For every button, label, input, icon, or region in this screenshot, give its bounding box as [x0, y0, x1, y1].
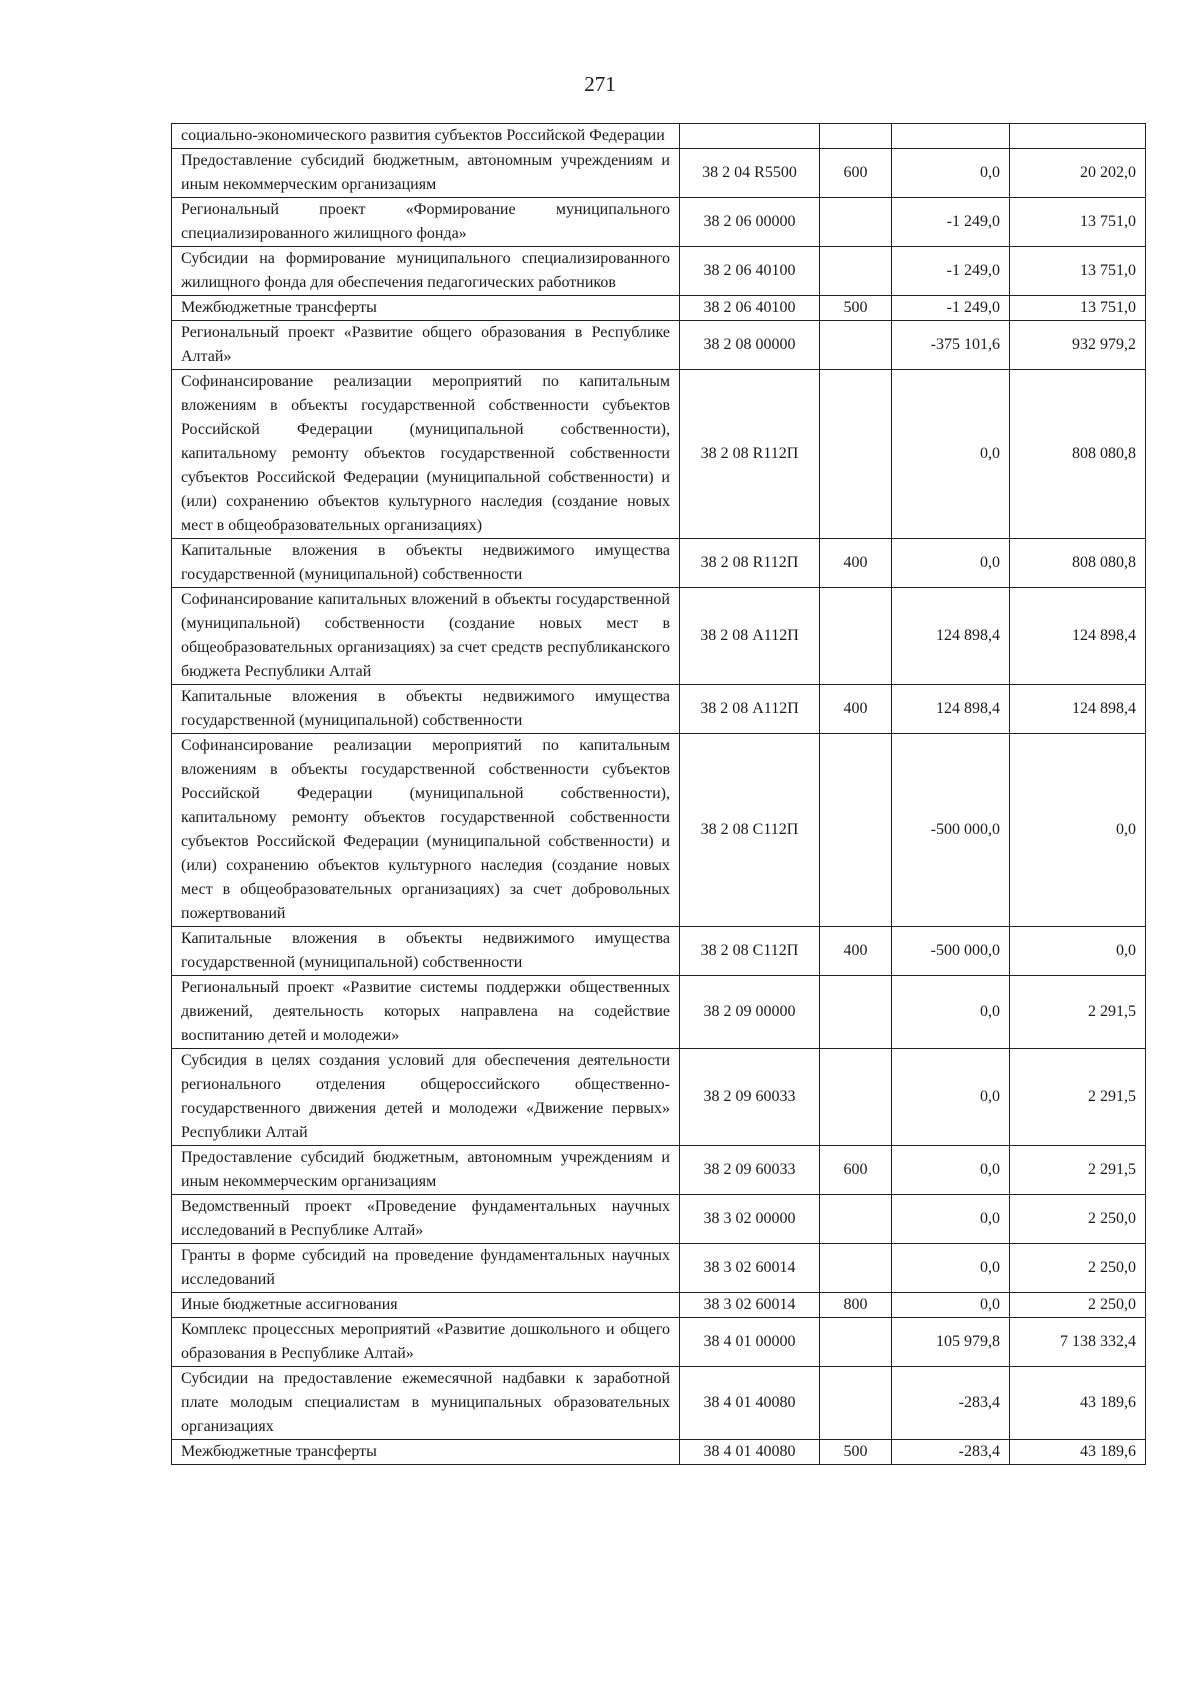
row-description: Комплекс процессных мероприятий «Развитие дошкольного и общего образования в Республике Алтай» [172, 1318, 680, 1367]
row-description: Межбюджетные трансферты [172, 1440, 680, 1465]
row-change-amount: 0,0 [892, 370, 1010, 539]
row-total-amount: 124 898,4 [1010, 685, 1146, 734]
row-total-amount: 808 080,8 [1010, 370, 1146, 539]
row-change-amount: 0,0 [892, 1146, 1010, 1195]
table-row [172, 1146, 1146, 1195]
table-row [172, 927, 1146, 976]
row-expense-type: 400 [820, 685, 892, 734]
row-change-amount: -375 101,6 [892, 321, 1010, 370]
row-expense-type: 400 [820, 927, 892, 976]
row-change-amount: -1 249,0 [892, 247, 1010, 296]
row-target-code: 38 2 06 40100 [680, 247, 820, 296]
row-description: Субсидии на предоставление ежемесячной надбавки к заработной плате молодым специалистам в муниципальных образовательных организациях [172, 1367, 680, 1440]
table-row [172, 1367, 1146, 1440]
row-target-code: 38 3 02 00000 [680, 1195, 820, 1244]
row-target-code: 38 2 08 А112П [680, 588, 820, 685]
row-description: Межбюджетные трансферты [172, 296, 680, 321]
row-total-amount: 43 189,6 [1010, 1367, 1146, 1440]
row-description: Субсидия в целях создания условий для обеспечения деятельности регионального отделения общероссийского общественно-государственного движения детей и молодежи «Движение первых» Республики Алтай [172, 1049, 680, 1146]
row-total-amount: 2 291,5 [1010, 976, 1146, 1049]
row-total-amount: 43 189,6 [1010, 1440, 1146, 1465]
row-description: Региональный проект «Формирование муниципального специализированного жилищного фонда» [172, 198, 680, 247]
row-total-amount: 2 250,0 [1010, 1244, 1146, 1293]
row-description: Софинансирование реализации мероприятий по капитальным вложениям в объекты государственной собственности субъектов Российской Федерации (муниципальной собственности), капитальному ремонту объектов государственной собственности субъектов Российской Федерации (муниципальной собственности) и (или) сохранению объектов культурного наследия (создание новых мест в общеобразовательных организациях) [172, 370, 680, 539]
row-change-amount: 0,0 [892, 149, 1010, 198]
row-expense-type [820, 734, 892, 927]
row-target-code: 38 2 08 R112П [680, 539, 820, 588]
row-change-amount: 0,0 [892, 976, 1010, 1049]
row-total-amount [1010, 124, 1146, 149]
row-expense-type [820, 198, 892, 247]
row-target-code: 38 2 08 А112П [680, 685, 820, 734]
row-total-amount: 2 291,5 [1010, 1049, 1146, 1146]
row-change-amount: 0,0 [892, 1195, 1010, 1244]
row-expense-type: 500 [820, 296, 892, 321]
row-target-code: 38 2 06 40100 [680, 296, 820, 321]
row-change-amount: 105 979,8 [892, 1318, 1010, 1367]
row-expense-type: 400 [820, 539, 892, 588]
table-row [172, 1318, 1146, 1367]
row-target-code: 38 2 04 R5500 [680, 149, 820, 198]
row-description: Субсидии на формирование муниципального специализированного жилищного фонда для обеспечения педагогических работников [172, 247, 680, 296]
row-change-amount: -283,4 [892, 1367, 1010, 1440]
row-total-amount: 932 979,2 [1010, 321, 1146, 370]
row-expense-type [820, 1195, 892, 1244]
row-expense-type: 600 [820, 1146, 892, 1195]
row-target-code: 38 4 01 40080 [680, 1367, 820, 1440]
row-description: Софинансирование капитальных вложений в объекты государственной (муниципальной) собственности (создание новых мест в общеобразовательных организациях) за счет средств республиканского бюджета Республики Алтай [172, 588, 680, 685]
table-row [172, 296, 1146, 321]
table-row [172, 124, 1146, 149]
row-total-amount: 13 751,0 [1010, 247, 1146, 296]
row-change-amount [892, 124, 1010, 149]
row-description: Гранты в форме субсидий на проведение фундаментальных научных исследований [172, 1244, 680, 1293]
row-target-code: 38 2 08 С112П [680, 927, 820, 976]
row-total-amount: 20 202,0 [1010, 149, 1146, 198]
row-target-code: 38 2 09 60033 [680, 1049, 820, 1146]
row-target-code: 38 4 01 00000 [680, 1318, 820, 1367]
table-row [172, 1195, 1146, 1244]
table-row [172, 1244, 1146, 1293]
table-row [172, 247, 1146, 296]
row-description: социально-экономического развития субъектов Российской Федерации [172, 124, 680, 149]
row-target-code: 38 2 09 00000 [680, 976, 820, 1049]
row-change-amount: -500 000,0 [892, 734, 1010, 927]
row-target-code: 38 3 02 60014 [680, 1244, 820, 1293]
row-target-code: 38 3 02 60014 [680, 1293, 820, 1318]
row-expense-type [820, 1318, 892, 1367]
row-change-amount: -500 000,0 [892, 927, 1010, 976]
table-row [172, 1440, 1146, 1465]
table-row [172, 976, 1146, 1049]
row-total-amount: 7 138 332,4 [1010, 1318, 1146, 1367]
row-expense-type [820, 588, 892, 685]
table-row [172, 370, 1146, 539]
row-total-amount: 808 080,8 [1010, 539, 1146, 588]
row-description: Софинансирование реализации мероприятий по капитальным вложениям в объекты государственной собственности субъектов Российской Федерации (муниципальной собственности), капитальному ремонту объектов государственной собственности субъектов Российской Федерации (муниципальной собственности) и (или) сохранению объектов культурного наследия (создание новых мест в общеобразовательных организациях) за счет добровольных пожертвований [172, 734, 680, 927]
table-row [172, 1293, 1146, 1318]
row-change-amount: -1 249,0 [892, 296, 1010, 321]
row-change-amount: 124 898,4 [892, 685, 1010, 734]
row-total-amount: 2 250,0 [1010, 1293, 1146, 1318]
row-description: Капитальные вложения в объекты недвижимого имущества государственной (муниципальной) собственности [172, 927, 680, 976]
row-expense-type [820, 976, 892, 1049]
row-description: Предоставление субсидий бюджетным, автономным учреждениям и иным некоммерческим организациям [172, 149, 680, 198]
row-total-amount: 13 751,0 [1010, 296, 1146, 321]
row-change-amount: 0,0 [892, 1244, 1010, 1293]
row-description: Капитальные вложения в объекты недвижимого имущества государственной (муниципальной) собственности [172, 685, 680, 734]
row-description: Иные бюджетные ассигнования [172, 1293, 680, 1318]
row-target-code: 38 2 06 00000 [680, 198, 820, 247]
table-row [172, 588, 1146, 685]
row-expense-type [820, 247, 892, 296]
row-expense-type: 500 [820, 1440, 892, 1465]
row-total-amount: 0,0 [1010, 927, 1146, 976]
row-expense-type [820, 370, 892, 539]
row-change-amount: -283,4 [892, 1440, 1010, 1465]
row-total-amount: 13 751,0 [1010, 198, 1146, 247]
budget-table [171, 123, 1146, 1465]
row-target-code: 38 4 01 40080 [680, 1440, 820, 1465]
row-description: Региональный проект «Развитие системы поддержки общественных движений, деятельность которых направлена на содействие воспитанию детей и молодежи» [172, 976, 680, 1049]
row-expense-type [820, 1244, 892, 1293]
table-row [172, 1049, 1146, 1146]
row-description: Ведомственный проект «Проведение фундаментальных научных исследований в Республике Алтай» [172, 1195, 680, 1244]
row-target-code: 38 2 09 60033 [680, 1146, 820, 1195]
row-expense-type [820, 1049, 892, 1146]
row-description: Капитальные вложения в объекты недвижимого имущества государственной (муниципальной) собственности [172, 539, 680, 588]
table-row [172, 539, 1146, 588]
row-change-amount: 124 898,4 [892, 588, 1010, 685]
table-row [172, 685, 1146, 734]
row-change-amount: 0,0 [892, 1049, 1010, 1146]
row-change-amount: -1 249,0 [892, 198, 1010, 247]
row-total-amount: 0,0 [1010, 734, 1146, 927]
table-row [172, 198, 1146, 247]
row-target-code: 38 2 08 С112П [680, 734, 820, 927]
table-row [172, 321, 1146, 370]
row-target-code: 38 2 08 00000 [680, 321, 820, 370]
table-row [172, 734, 1146, 927]
row-expense-type: 600 [820, 149, 892, 198]
table-body [172, 124, 1146, 1465]
row-target-code [680, 124, 820, 149]
row-expense-type [820, 1367, 892, 1440]
row-total-amount: 2 250,0 [1010, 1195, 1146, 1244]
row-description: Предоставление субсидий бюджетным, автономным учреждениям и иным некоммерческим организациям [172, 1146, 680, 1195]
row-total-amount: 2 291,5 [1010, 1146, 1146, 1195]
row-description: Региональный проект «Развитие общего образования в Республике Алтай» [172, 321, 680, 370]
row-change-amount: 0,0 [892, 1293, 1010, 1318]
row-expense-type: 800 [820, 1293, 892, 1318]
row-expense-type [820, 321, 892, 370]
row-change-amount: 0,0 [892, 539, 1010, 588]
row-target-code: 38 2 08 R112П [680, 370, 820, 539]
page-number: 271 [584, 72, 616, 96]
row-expense-type [820, 124, 892, 149]
table-row [172, 149, 1146, 198]
row-total-amount: 124 898,4 [1010, 588, 1146, 685]
